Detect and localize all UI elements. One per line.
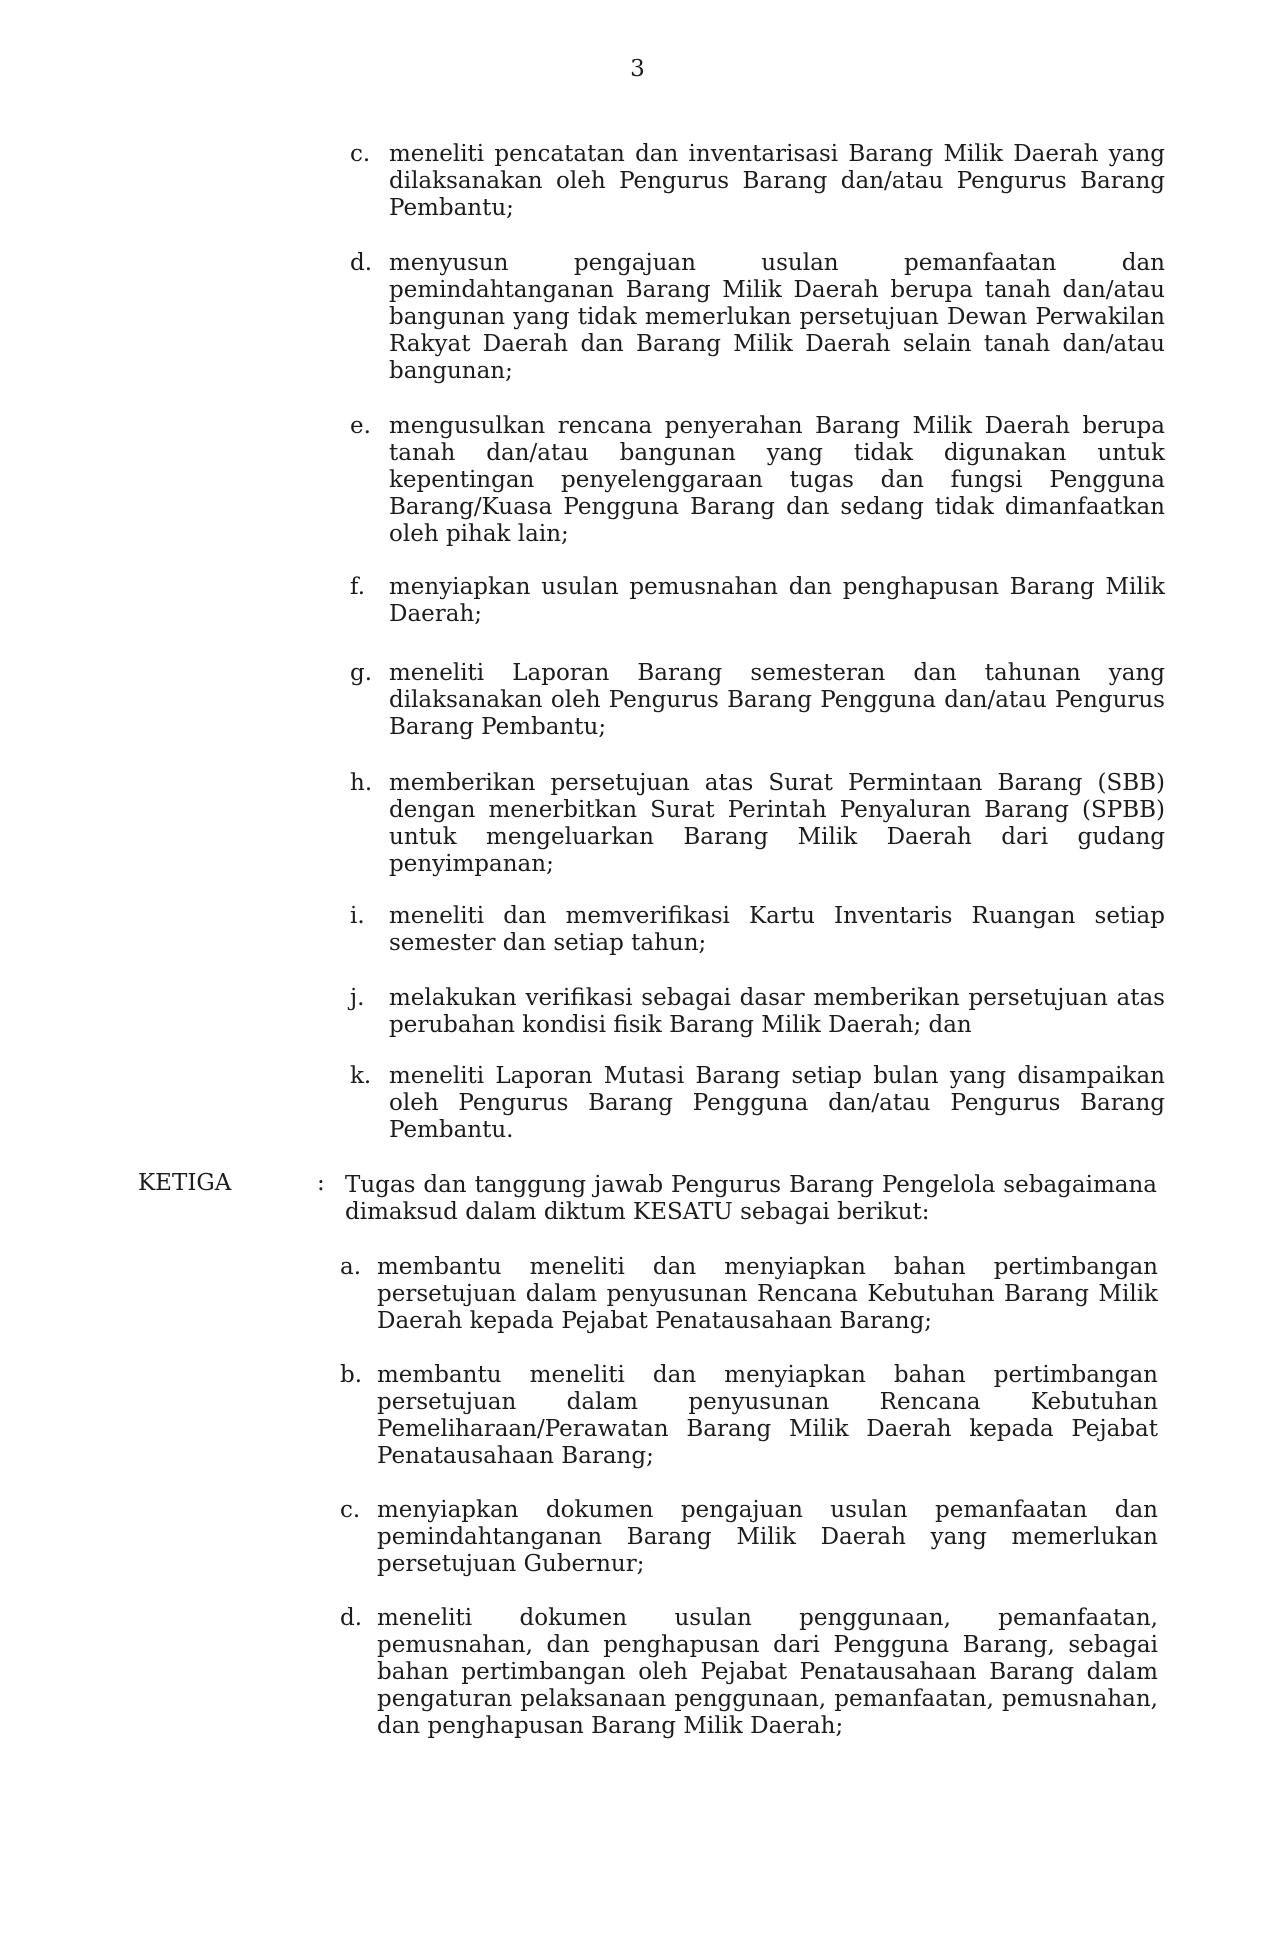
section-colon: : [317, 1170, 325, 1196]
list-text: melakukan verifikasi sebagai dasar memberikan persetujuan atas perubahan kondisi fisik Barang Milik Daerah; dan [389, 985, 1165, 1038]
list-letter: b. [340, 1362, 363, 1388]
list-letter: i. [350, 903, 365, 929]
list-text: meneliti dan memverifikasi Kartu Inventaris Ruangan setiap semester dan setiap tahun; [389, 903, 1165, 956]
list-letter: c. [340, 1497, 361, 1523]
section-intro-text: Tugas dan tanggung jawab Pengurus Barang Pengelola sebagaimana dimaksud dalam diktum KESATU sebagai berikut: [345, 1172, 1157, 1225]
page-number: 3 [630, 56, 645, 82]
list-text: memberikan persetujuan atas Surat Permintaan Barang (SBB) dengan menerbitkan Surat Perintah Penyaluran Barang (SPBB) untuk mengeluarkan Barang Milik Daerah dari gudang penyimpanan; [389, 770, 1165, 877]
list-text: meneliti dokumen usulan penggunaan, pemanfaatan, pemusnahan, dan penghapusan dari Pengguna Barang, sebagai bahan pertimbangan oleh Pejabat Penatausahaan Barang dalam pengaturan pelaksanaan penggunaan, pemanfaatan, pemusnahan, dan penghapusan Barang Milik Daerah; [377, 1605, 1158, 1739]
list-letter: c. [350, 141, 371, 167]
list-letter: j. [350, 985, 365, 1011]
list-text: meneliti Laporan Mutasi Barang setiap bulan yang disampaikan oleh Pengurus Barang Pengguna dan/atau Pengurus Barang Pembantu. [389, 1063, 1165, 1143]
list-letter: a. [340, 1254, 362, 1280]
list-text: meneliti pencatatan dan inventarisasi Barang Milik Daerah yang dilaksanakan oleh Pengurus Barang dan/atau Pengurus Barang Pembantu; [389, 141, 1165, 221]
list-text: mengusulkan rencana penyerahan Barang Milik Daerah berupa tanah dan/atau bangunan yang tidak digunakan untuk kepentingan penyelenggaraan tugas dan fungsi Pengguna Barang/Kuasa Pengguna Barang dan sedang tidak dimanfaatkan oleh pihak lain; [389, 413, 1165, 547]
list-text: membantu meneliti dan menyiapkan bahan pertimbangan persetujuan dalam penyusunan Rencana Kebutuhan Pemeliharaan/Perawatan Barang Milik Daerah kepada Pejabat Penatausahaan Barang; [377, 1362, 1158, 1469]
list-letter: d. [340, 1605, 363, 1631]
list-letter: k. [350, 1063, 372, 1089]
list-text: menyiapkan usulan pemusnahan dan penghapusan Barang Milik Daerah; [389, 574, 1165, 627]
section-label: KETIGA [138, 1170, 232, 1196]
list-text: menyusun pengajuan usulan pemanfaatan dan pemindahtanganan Barang Milik Daerah berupa tanah dan/atau bangunan yang tidak memerlukan persetujuan Dewan Perwakilan Rakyat Daerah dan Barang Milik Daerah selain tanah dan/atau bangunan; [389, 250, 1165, 384]
list-letter: h. [350, 770, 373, 796]
list-letter: g. [350, 660, 373, 686]
list-letter: f. [350, 574, 366, 600]
list-text: meneliti Laporan Barang semesteran dan tahunan yang dilaksanakan oleh Pengurus Barang Pengguna dan/atau Pengurus Barang Pembantu; [389, 660, 1165, 740]
list-text: menyiapkan dokumen pengajuan usulan pemanfaatan dan pemindahtanganan Barang Milik Daerah yang memerlukan persetujuan Gubernur; [377, 1497, 1158, 1577]
list-text: membantu meneliti dan menyiapkan bahan pertimbangan persetujuan dalam penyusunan Rencana Kebutuhan Barang Milik Daerah kepada Pejabat Penatausahaan Barang; [377, 1254, 1158, 1334]
list-letter: d. [350, 250, 373, 276]
list-letter: e. [350, 413, 371, 439]
